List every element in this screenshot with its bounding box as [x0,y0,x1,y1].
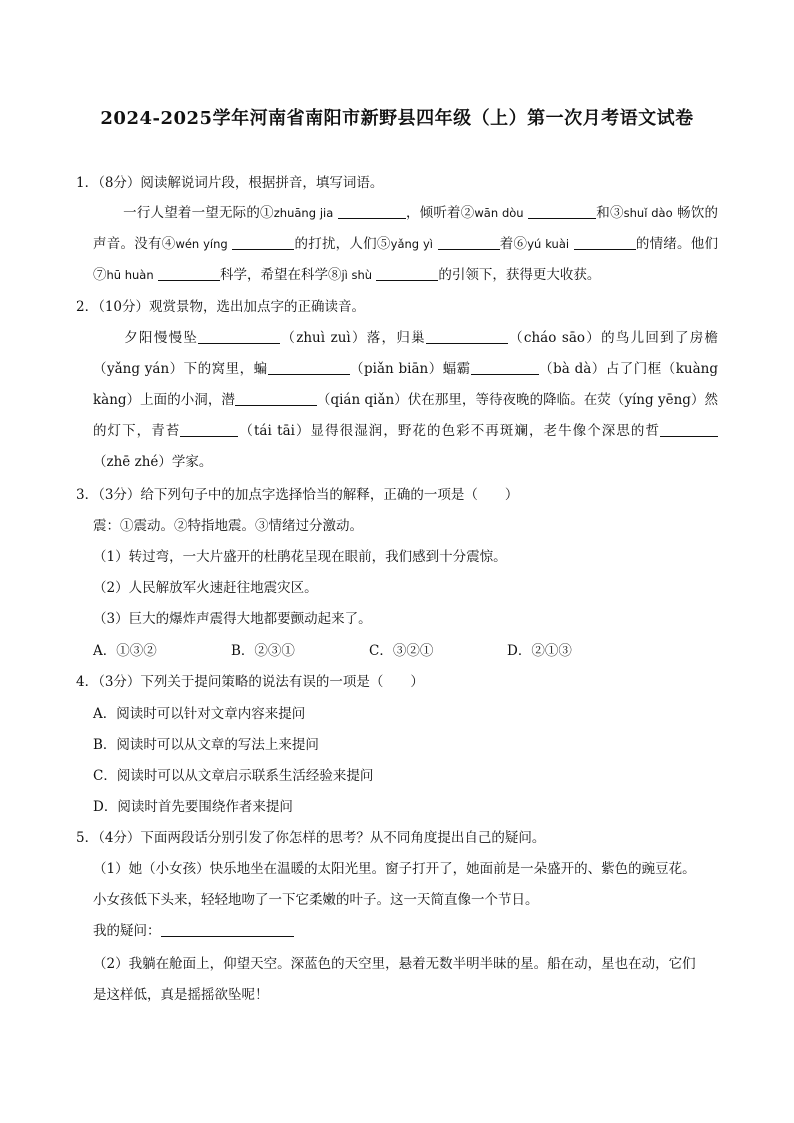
answer-blank[interactable] [198,329,280,344]
option-c[interactable]: C．阅读时可以从文章启示联系生活经验来提问 [93,768,374,784]
answer-blank[interactable] [438,235,500,250]
option-b[interactable]: B．阅读时可以从文章的写法上来提问 [93,737,319,753]
question-3-options [93,641,572,661]
question-1-passage: 一行人望着一望无际的①zhuāng jia ，倾听着②wān dòu 和③shuǐ dào 畅饮的声音。没有④wén yíng 的打扰，人们⑤yǎng yì 着⑥yú kuài 的情绪。他们⑦hū huàn 科学，希望在科学⑧jì shù 的引领下，获得更大收获。 [93,205,719,283]
question-3-stem: 3．（3分）给下列句子中的加点字选择恰当的解释，正确的一项是（ ） [76,487,519,503]
option-b[interactable]: B．②③① [231,643,295,659]
answer-blank[interactable] [338,204,406,219]
question-5-passage-1-cont: 小女孩低下头来，轻轻地吻了一下它柔嫩的叶子。这一天简直像一个节日。 [93,892,539,908]
answer-blank[interactable] [232,235,294,250]
answer-blank[interactable] [574,235,636,250]
answer-blank[interactable] [660,422,718,437]
option-d[interactable]: D．阅读时首先要围绕作者来提问 [93,799,293,815]
option-a[interactable]: A．阅读时可以针对文章内容来提问 [93,706,306,722]
option-c[interactable]: C．③②① [369,643,434,659]
answer-blank[interactable] [268,360,350,375]
question-5-my-question: 我的疑问： [93,921,294,941]
question-1-stem: 1．（8分）阅读解说词片段，根据拼音，填写词语。 [76,175,384,191]
question-3-sentence-3: （3）巨大的爆炸声震得大地都要颤动起来了。 [93,611,372,627]
answer-blank[interactable] [158,266,220,281]
page-title: 2024-2025学年河南省南阳市新野县四年级（上）第一次月考语文试卷 [100,108,694,129]
question-2-stem: 2．（10分）观赏景物，选出加点字的正确读音。 [76,299,366,315]
answer-blank[interactable] [376,266,438,281]
answer-blank[interactable] [471,360,539,375]
question-5-passage-2: （2）我躺在舱面上，仰望天空。深蓝色的天空里，悬着无数半明半昧的星。船在动，星也在动，它们 [93,956,696,972]
question-5-stem: 5．（4分）下面两段话分别引发了你怎样的思考？从不同角度提出自己的疑问。 [76,830,546,846]
question-3-definition: 震：①震动。②特指地震。③情绪过分激动。 [93,518,363,534]
option-a[interactable]: A．①③② [93,643,157,659]
answer-blank[interactable] [528,204,596,219]
answer-blank[interactable] [235,391,317,406]
answer-blank[interactable] [180,422,238,437]
option-d[interactable]: D．②①③ [507,643,572,659]
question-4-stem: 4．（3分）下列关于提问策略的说法有误的一项是（ ） [76,674,424,690]
question-5-passage-2-cont: 是这样低，真是摇摇欲坠呢！ [93,987,269,1003]
question-2-passage: 夕阳慢慢坠 （zhuì zuì）落，归巢 （cháo sāo）的鸟儿回到了房檐（yǎng yán）下的窝里，蝙 （piǎn biān）蝠霸 （bà dà）占了门框（kuàng kàng）上面的小洞，潜 （qián qiǎn）伏在那里，等待夜晚的降临。在荧（yíng yēng）然的灯下，青苔 （tái tāi）显得很湿润，野花的色彩不再斑斓，老牛像个深思的哲（zhē zhé）学家。 [93,330,719,470]
question-3-sentence-2: （2）人民解放军火速赶往地震灾区。 [93,580,318,596]
question-3-sentence-1: （1）转过弯，一大片盛开的杜鹃花呈现在眼前，我们感到十分震惊。 [93,549,507,565]
answer-blank[interactable] [161,922,294,937]
answer-blank[interactable] [426,329,508,344]
question-5-passage-1: （1）她（小女孩）快乐地坐在温暖的太阳光里。窗子打开了，她面前是一朵盛开的、紫色的豌豆花。 [93,861,696,877]
